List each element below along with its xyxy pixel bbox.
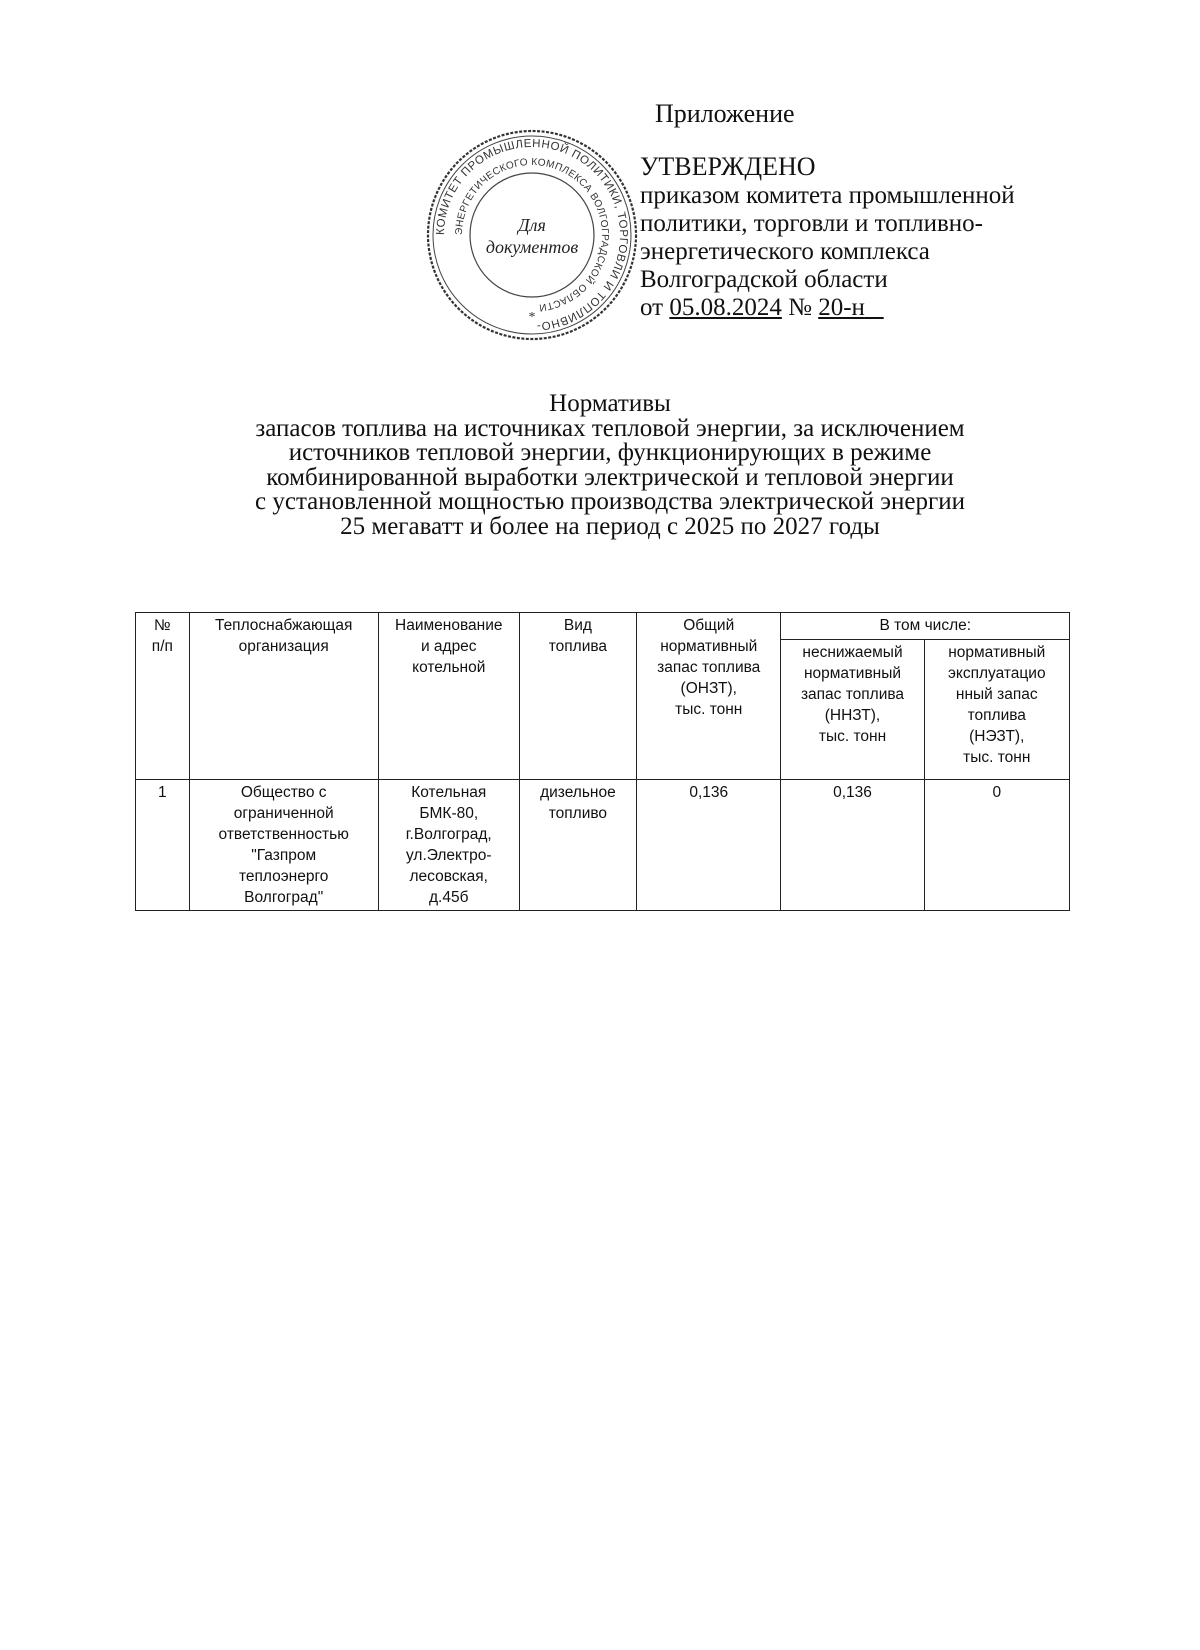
header-boiler: Наименование и адрес котельной xyxy=(378,613,519,780)
document-subtitle-line: комбинированной выработки электрической и тепловой энергии xyxy=(266,463,954,491)
seal-center-line2: документов xyxy=(485,237,579,257)
document-subtitle-line: 25 мегаватт и более на период с 2025 по 2027 годы xyxy=(340,512,880,540)
order-date: 05.08.2024 xyxy=(669,294,782,321)
header-fuel: Вид топлива xyxy=(519,613,636,780)
header-num: № п/п xyxy=(136,613,190,780)
header-total: Общий нормативный запас топлива (ОНЗТ), тыс. тонн xyxy=(637,613,781,780)
approved-label: УТВЕРЖДЕНО xyxy=(640,152,816,181)
order-prefix: от xyxy=(640,294,670,321)
header-nnzt: неснижаемый нормативный запас топлива (ННЗТ), тыс. тонн xyxy=(781,640,924,780)
order-line: приказом комитета промышленной xyxy=(640,182,1015,209)
document-subtitle-line: с установленной мощностью производства электрической энергии xyxy=(255,488,965,515)
order-number: 20-н xyxy=(818,294,865,321)
document-title: Нормативы xyxy=(549,390,671,417)
round-seal xyxy=(422,125,642,345)
cell-boiler: Котельная БМК-80, г.Волгоград, ул.Электро- лесовская, д.45б xyxy=(378,780,519,911)
seal-center-line1: Для xyxy=(518,215,546,235)
order-line: политики, торговли и топливно- xyxy=(640,210,984,237)
seal-inner-text: ЭНЕРГЕТИЧЕСКОГО КОМПЛЕКСА ВОЛГОГРАДСКОЙ ОБЛАСТИ xyxy=(453,156,611,313)
cell-nezt: 0 xyxy=(924,780,1069,911)
cell-num: 1 xyxy=(136,780,190,911)
table-row xyxy=(136,780,1070,911)
document-subtitle-line: источников тепловой энергии, функционирующих в режиме xyxy=(288,439,932,466)
order-number-sign: № xyxy=(781,294,819,321)
seal-outer-text: КОМИТЕТ ПРОМЫШЛЕННОЙ ПОЛИТИКИ, ТОРГОВЛИ И ТОПЛИВНО- xyxy=(434,137,630,332)
order-reference xyxy=(640,294,1080,322)
order-line: Волгоградской области xyxy=(640,266,888,293)
fuel-norms-table xyxy=(135,612,1070,911)
table-header-row xyxy=(136,613,1070,640)
header-nezt: нормативный эксплуатацио нный запас топлива (НЭЗТ), тыс. тонн xyxy=(924,640,1069,780)
cell-fuel: дизельное топливо xyxy=(519,780,636,911)
order-line: энергетического комплекса xyxy=(640,238,930,265)
document-subtitle-line: запасов топлива на источниках тепловой энергии, за исключением xyxy=(255,414,965,442)
document-heading xyxy=(130,392,1090,539)
approval-block xyxy=(640,98,1080,322)
seal-star-icon: * xyxy=(528,310,536,325)
cell-nnzt: 0,136 xyxy=(781,780,924,911)
header-including: В том числе: xyxy=(781,613,1070,640)
appendix-label: Приложение xyxy=(655,99,795,128)
header-org: Теплоснабжающая организация xyxy=(189,613,378,780)
cell-total: 0,136 xyxy=(637,780,781,911)
cell-org: Общество с ограниченной ответственностью "Газпром теплоэнерго Волгоград" xyxy=(189,780,378,911)
